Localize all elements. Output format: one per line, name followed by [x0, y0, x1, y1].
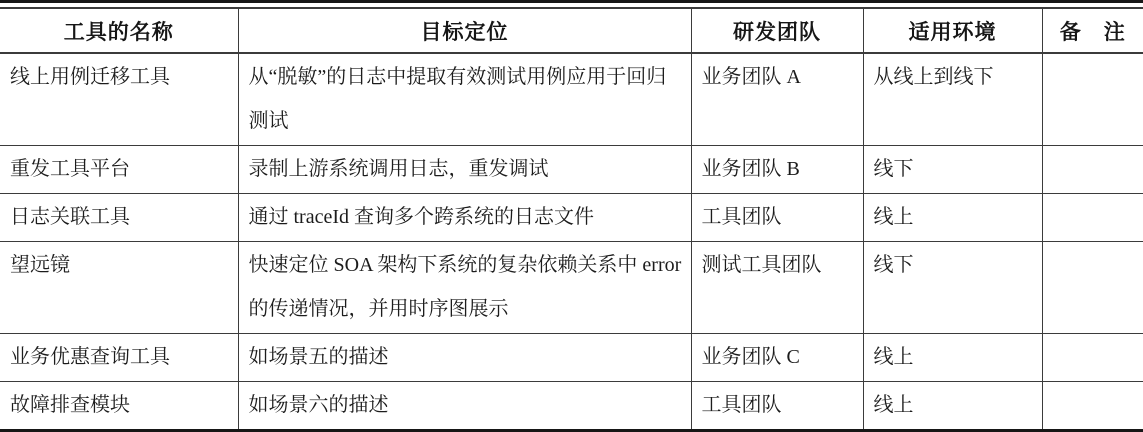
- cell-positioning: 录制上游系统调用日志，重发调试: [238, 146, 691, 194]
- column-header-dev-team: 研发团队: [691, 8, 863, 53]
- cell-positioning: 如场景五的描述: [238, 334, 691, 382]
- cell-remark: [1042, 194, 1143, 242]
- cell-positioning: 从“脱敏”的日志中提取有效测试用例应用于回归测试: [238, 53, 691, 146]
- cell-environment: 线下: [863, 146, 1042, 194]
- table-row: [0, 242, 1143, 334]
- cell-team: 工具团队: [691, 194, 863, 242]
- cell-team: 业务团队 A: [691, 53, 863, 146]
- table-row: [0, 53, 1143, 146]
- cell-team: 测试工具团队: [691, 242, 863, 334]
- cell-environment: 线上: [863, 194, 1042, 242]
- cell-team: 业务团队 B: [691, 146, 863, 194]
- cell-remark: [1042, 146, 1143, 194]
- cell-remark: [1042, 382, 1143, 431]
- column-header-target-positioning: 目标定位: [238, 8, 691, 53]
- cell-environment: 线下: [863, 242, 1042, 334]
- cell-positioning: 通过 traceId 查询多个跨系统的日志文件: [238, 194, 691, 242]
- cell-tool: 故障排查模块: [0, 382, 238, 431]
- column-header-remarks: 备 注: [1042, 8, 1143, 53]
- table-row: [0, 194, 1143, 242]
- cell-tool: 日志关联工具: [0, 194, 238, 242]
- cell-remark: [1042, 242, 1143, 334]
- table-row: [0, 146, 1143, 194]
- cell-positioning: 如场景六的描述: [238, 382, 691, 431]
- cell-team: 工具团队: [691, 382, 863, 431]
- column-header-applicable-environment: 适用环境: [863, 8, 1042, 53]
- cell-environment: 从线上到线下: [863, 53, 1042, 146]
- cell-tool: 望远镜: [0, 242, 238, 334]
- cell-remark: [1042, 53, 1143, 146]
- column-header-tool-name: 工具的名称: [0, 8, 238, 53]
- cell-team: 业务团队 C: [691, 334, 863, 382]
- table-header-row: [0, 8, 1143, 53]
- cell-remark: [1042, 334, 1143, 382]
- table-body: [0, 53, 1143, 431]
- cell-positioning: 快速定位 SOA 架构下系统的复杂依赖关系中 error 的传递情况，并用时序图展示: [238, 242, 691, 334]
- tools-table: [0, 7, 1143, 432]
- cell-tool: 业务优惠查询工具: [0, 334, 238, 382]
- table-top-rule: [0, 0, 1143, 3]
- cell-tool: 线上用例迁移工具: [0, 53, 238, 146]
- cell-environment: 线上: [863, 334, 1042, 382]
- cell-environment: 线上: [863, 382, 1042, 431]
- table-row: [0, 382, 1143, 431]
- cell-tool: 重发工具平台: [0, 146, 238, 194]
- table-row: [0, 334, 1143, 382]
